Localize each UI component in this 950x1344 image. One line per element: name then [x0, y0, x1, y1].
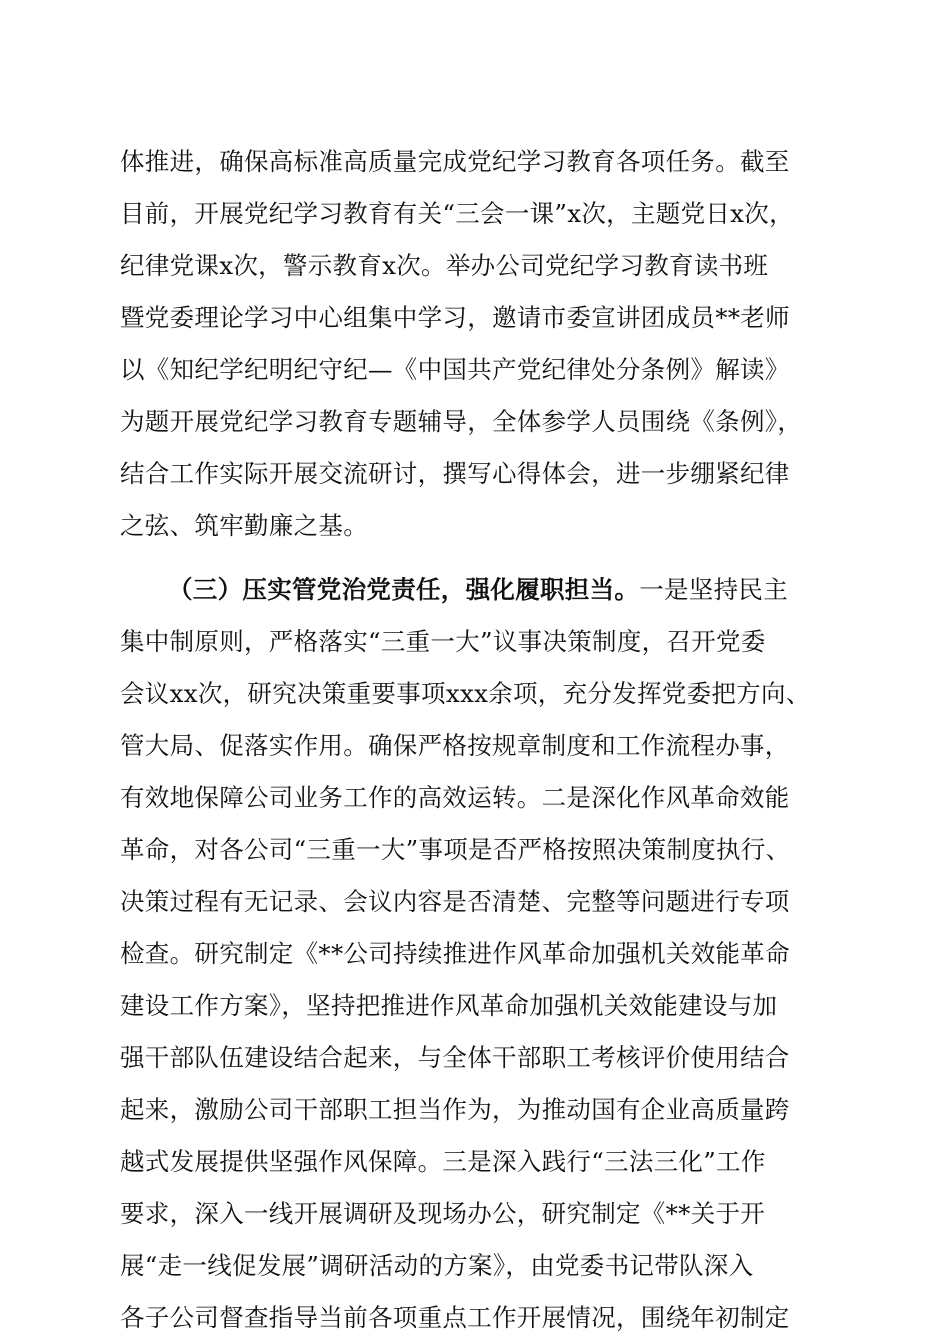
text-line: 集中制原则，严格落实“三重一大”议事决策制度，召开党委 [120, 627, 766, 656]
text-line: 管大局、促落实作用。确保严格按规章制度和工作流程办事， [120, 731, 790, 760]
text-line-first [120, 564, 832, 616]
text-line: 体推进，确保高标准高质量完成党纪学习教育各项任务。截至 [120, 147, 790, 176]
text-line: 各子公司督查指导当前各项重点工作开展情况，围绕年初制定 [120, 1303, 790, 1332]
section-heading: （三）压实管党治党责任，强化履职担当。 [168, 575, 640, 604]
text-line: 革命，对各公司“三重一大”事项是否严格按照决策制度执行、 [120, 835, 791, 864]
text-line: 检查。研究制定《**公司持续推进作风革命加强机关效能革命 [120, 939, 790, 968]
text-line: 有效地保障公司业务工作的高效运转。二是深化作风革命效能 [120, 783, 790, 812]
text-line: 决策过程有无记录、会议内容是否清楚、完整等问题进行专项 [120, 887, 790, 916]
paragraph-section-3 [120, 564, 832, 1344]
text-line: 会议xx次，研究决策重要事项xxx余项，充分发挥党委把方向、 [120, 679, 811, 708]
paragraph-gap [120, 552, 832, 564]
text-line: 建设工作方案》，坚持把推进作风革命加强机关效能建设与加 [120, 991, 778, 1020]
text-line: 结合工作实际开展交流研讨，撰写心得体会，进一步绷紧纪律 [120, 459, 790, 488]
document-body [120, 136, 832, 1344]
text-line: 以《知纪学纪明纪守纪—《中国共产党纪律处分条例》解读》 [120, 355, 790, 384]
text-line: 之弦、筑牢勤廉之基。 [120, 511, 368, 540]
text-line: 纪律党课x次，警示教育x次。举办公司党纪学习教育读书班 [120, 251, 769, 280]
text-line: 为题开展党纪学习教育专题辅导，全体参学人员围绕《条例》， [120, 407, 803, 436]
text-line: 暨党委理论学习中心组集中学习，邀请市委宣讲团成员**老师 [120, 303, 790, 332]
text-line: 展“走一线促发展”调研活动的方案》，由党委书记带队深入 [120, 1251, 754, 1280]
text-line: 强干部队伍建设结合起来，与全体干部职工考核评价使用结合 [120, 1043, 790, 1072]
text-line: 起来，激励公司干部职工担当作为，为推动国有企业高质量跨 [120, 1095, 790, 1124]
section-heading-rest: 一是坚持民主 [639, 575, 789, 604]
text-line: 目前，开展党纪学习教育有关“三会一课”x次，主题党日x次， [120, 199, 794, 228]
text-line: 要求，深入一线开展调研及现场办公，研究制定《**关于开 [120, 1199, 766, 1228]
paragraph-section-2-tail [120, 136, 832, 552]
text-line: 越式发展提供坚强作风保障。三是深入践行“三法三化”工作 [120, 1147, 766, 1176]
